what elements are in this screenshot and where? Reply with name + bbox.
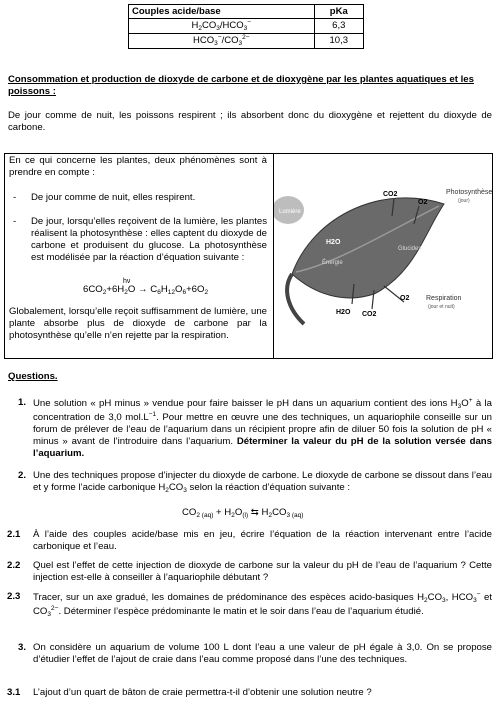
q1-number: 1.	[18, 397, 27, 408]
q2-text: Une des techniques propose d’injecter du dioxyde de carbone. Le dioxyde de carbone se dissout dans l’eau et y forme l’acide carbonique $H_2CO_3$ selon la réaction d’équation suivante :	[33, 470, 492, 494]
table-header-row	[129, 5, 364, 19]
pka-cell: 6,3	[314, 19, 363, 34]
label-energie: Énergie	[322, 260, 343, 266]
questions-title: Questions.	[8, 371, 58, 382]
bullet-dash: -	[13, 216, 17, 227]
bullet-respiration: De jour comme de nuit, elles respirent.	[31, 192, 196, 203]
label-co2-bottom: CO2	[362, 311, 377, 318]
label-o2-top: O2	[418, 199, 428, 206]
label-respiration: Respiration	[426, 295, 462, 302]
photosynthesis-equation: $6CO_2+6H_2O \to C_6H_{12}O_6+6O_2$	[83, 284, 209, 296]
couple-cell: $HCO_3^-/CO_3^{2-}$	[129, 34, 315, 49]
header-couples: Couples acide/base	[129, 5, 315, 19]
q23-text: Tracer, sur un axe gradué, les domaines de prédominance des espèces acido-basiques $H_2CO_3$, $HCO_3^-$ et $CO_3^{2-}$. Déterminer l’espèce prédominante le matin et le soir dans l’eau de l’aquarium étudié.	[33, 591, 493, 619]
q31-number: 3.1	[7, 687, 21, 698]
q31-text: L’ajout d’un quart de bâton de craie permettra-t-il d’obtenir une solution neutre ?	[33, 687, 372, 698]
label-photosynthese: Photosynthèse	[446, 189, 492, 196]
fish-paragraph: De jour comme de nuit, les poissons respirent ; ils absorbent donc du dioxygène et rejettent du dioxyde de carbone.	[8, 110, 492, 133]
label-lumiere: Lumière	[279, 209, 301, 215]
q1-text: Une solution « pH minus » vendue pour faire baisser le pH dans un aquarium contient des ions $H_3O^+$ à la concentration de 3,0 $mol.L^{-1}$. Pour mettre en œuvre une des techniques, un aquariophile conseille sur un forum de prélever de l’eau de l’aquarium dans un récipient propre afin de diluer 50 fois la solution de pH « minus » avant de l’introduire dans l’aquarium. Déterminer la valeur du pH de la solution versée dans l’aquarium.	[33, 397, 492, 460]
q2-equation: $CO_{2 (aq)} + H_2O_{(l)}$ ⇆ $H_2CO_{3 (aq)}$	[182, 507, 304, 519]
couple-cell: $H_2CO_3/HCO_3^-$	[129, 19, 315, 34]
table-row	[129, 34, 364, 49]
label-jour-nuit: (jour et nuit)	[428, 304, 455, 310]
bullet-dash: -	[13, 192, 17, 203]
table-row	[129, 19, 364, 34]
q23-number: 2.3	[7, 591, 21, 602]
leaf-diagram-svg	[274, 154, 492, 358]
hv-label: hν	[123, 278, 131, 285]
label-o2-bottom: O2	[400, 295, 410, 302]
q22-text: Quel est l’effet de cette injection de dioxyde de carbone sur la valeur du pH de l’eau de l’aquarium ? Cette injection est-elle à conseiller à l’aquariophile débutant ?	[33, 560, 492, 583]
plants-intro: En ce qui concerne les plantes, deux phénomènes sont à prendre en compte :	[9, 155, 267, 178]
q22-number: 2.2	[7, 560, 21, 571]
label-h2o-bottom: H2O	[336, 309, 351, 316]
plants-box	[4, 153, 493, 359]
label-glucides: Glucides	[398, 246, 422, 252]
q2-number: 2.	[18, 470, 27, 481]
q3-number: 3.	[18, 642, 27, 653]
label-co2-top: CO2	[383, 191, 398, 198]
q3-text: On considère un aquarium de volume 100 L dont l’eau a une valeur de pH égale à 3,0. On se propose d’étudier l’effet de l’ajout de craie dans l’eau comme proposé dans l’une des techniques.	[33, 642, 492, 665]
section-title: Consommation et production de dioxyde de carbone et de dioxygène par les plantes aquatiques et les poissons :	[8, 74, 474, 97]
bullet-photosynthesis: De jour, lorsqu’elles reçoivent de la lumière, les plantes réalisent la photosynthèse : elles captent du dioxyde de carbone et produisent du glucose. La photosynthèse est modélisée par la réaction d’équation suivante :	[31, 216, 267, 263]
q21-text: À l’aide des couples acide/base mis en jeu, écrire l’équation de la réaction intervenant entre l’acide carbonique et l’eau.	[33, 529, 492, 552]
leaf-diagram	[274, 154, 492, 358]
plants-text-column	[7, 154, 269, 358]
plants-conclusion: Globalement, lorsqu’elle reçoit suffisamment de lumière, une plante absorbe plus de dioxyde de carbone par la photosynthèse qu’elle n’en rejette par la respiration.	[9, 306, 267, 341]
pka-cell: 10,3	[314, 34, 363, 49]
pka-table	[128, 4, 364, 49]
header-pka: pKa	[314, 5, 363, 19]
label-jour: (jour)	[458, 198, 470, 204]
label-h2o-leaf: H2O	[326, 239, 341, 246]
q21-number: 2.1	[7, 529, 21, 540]
